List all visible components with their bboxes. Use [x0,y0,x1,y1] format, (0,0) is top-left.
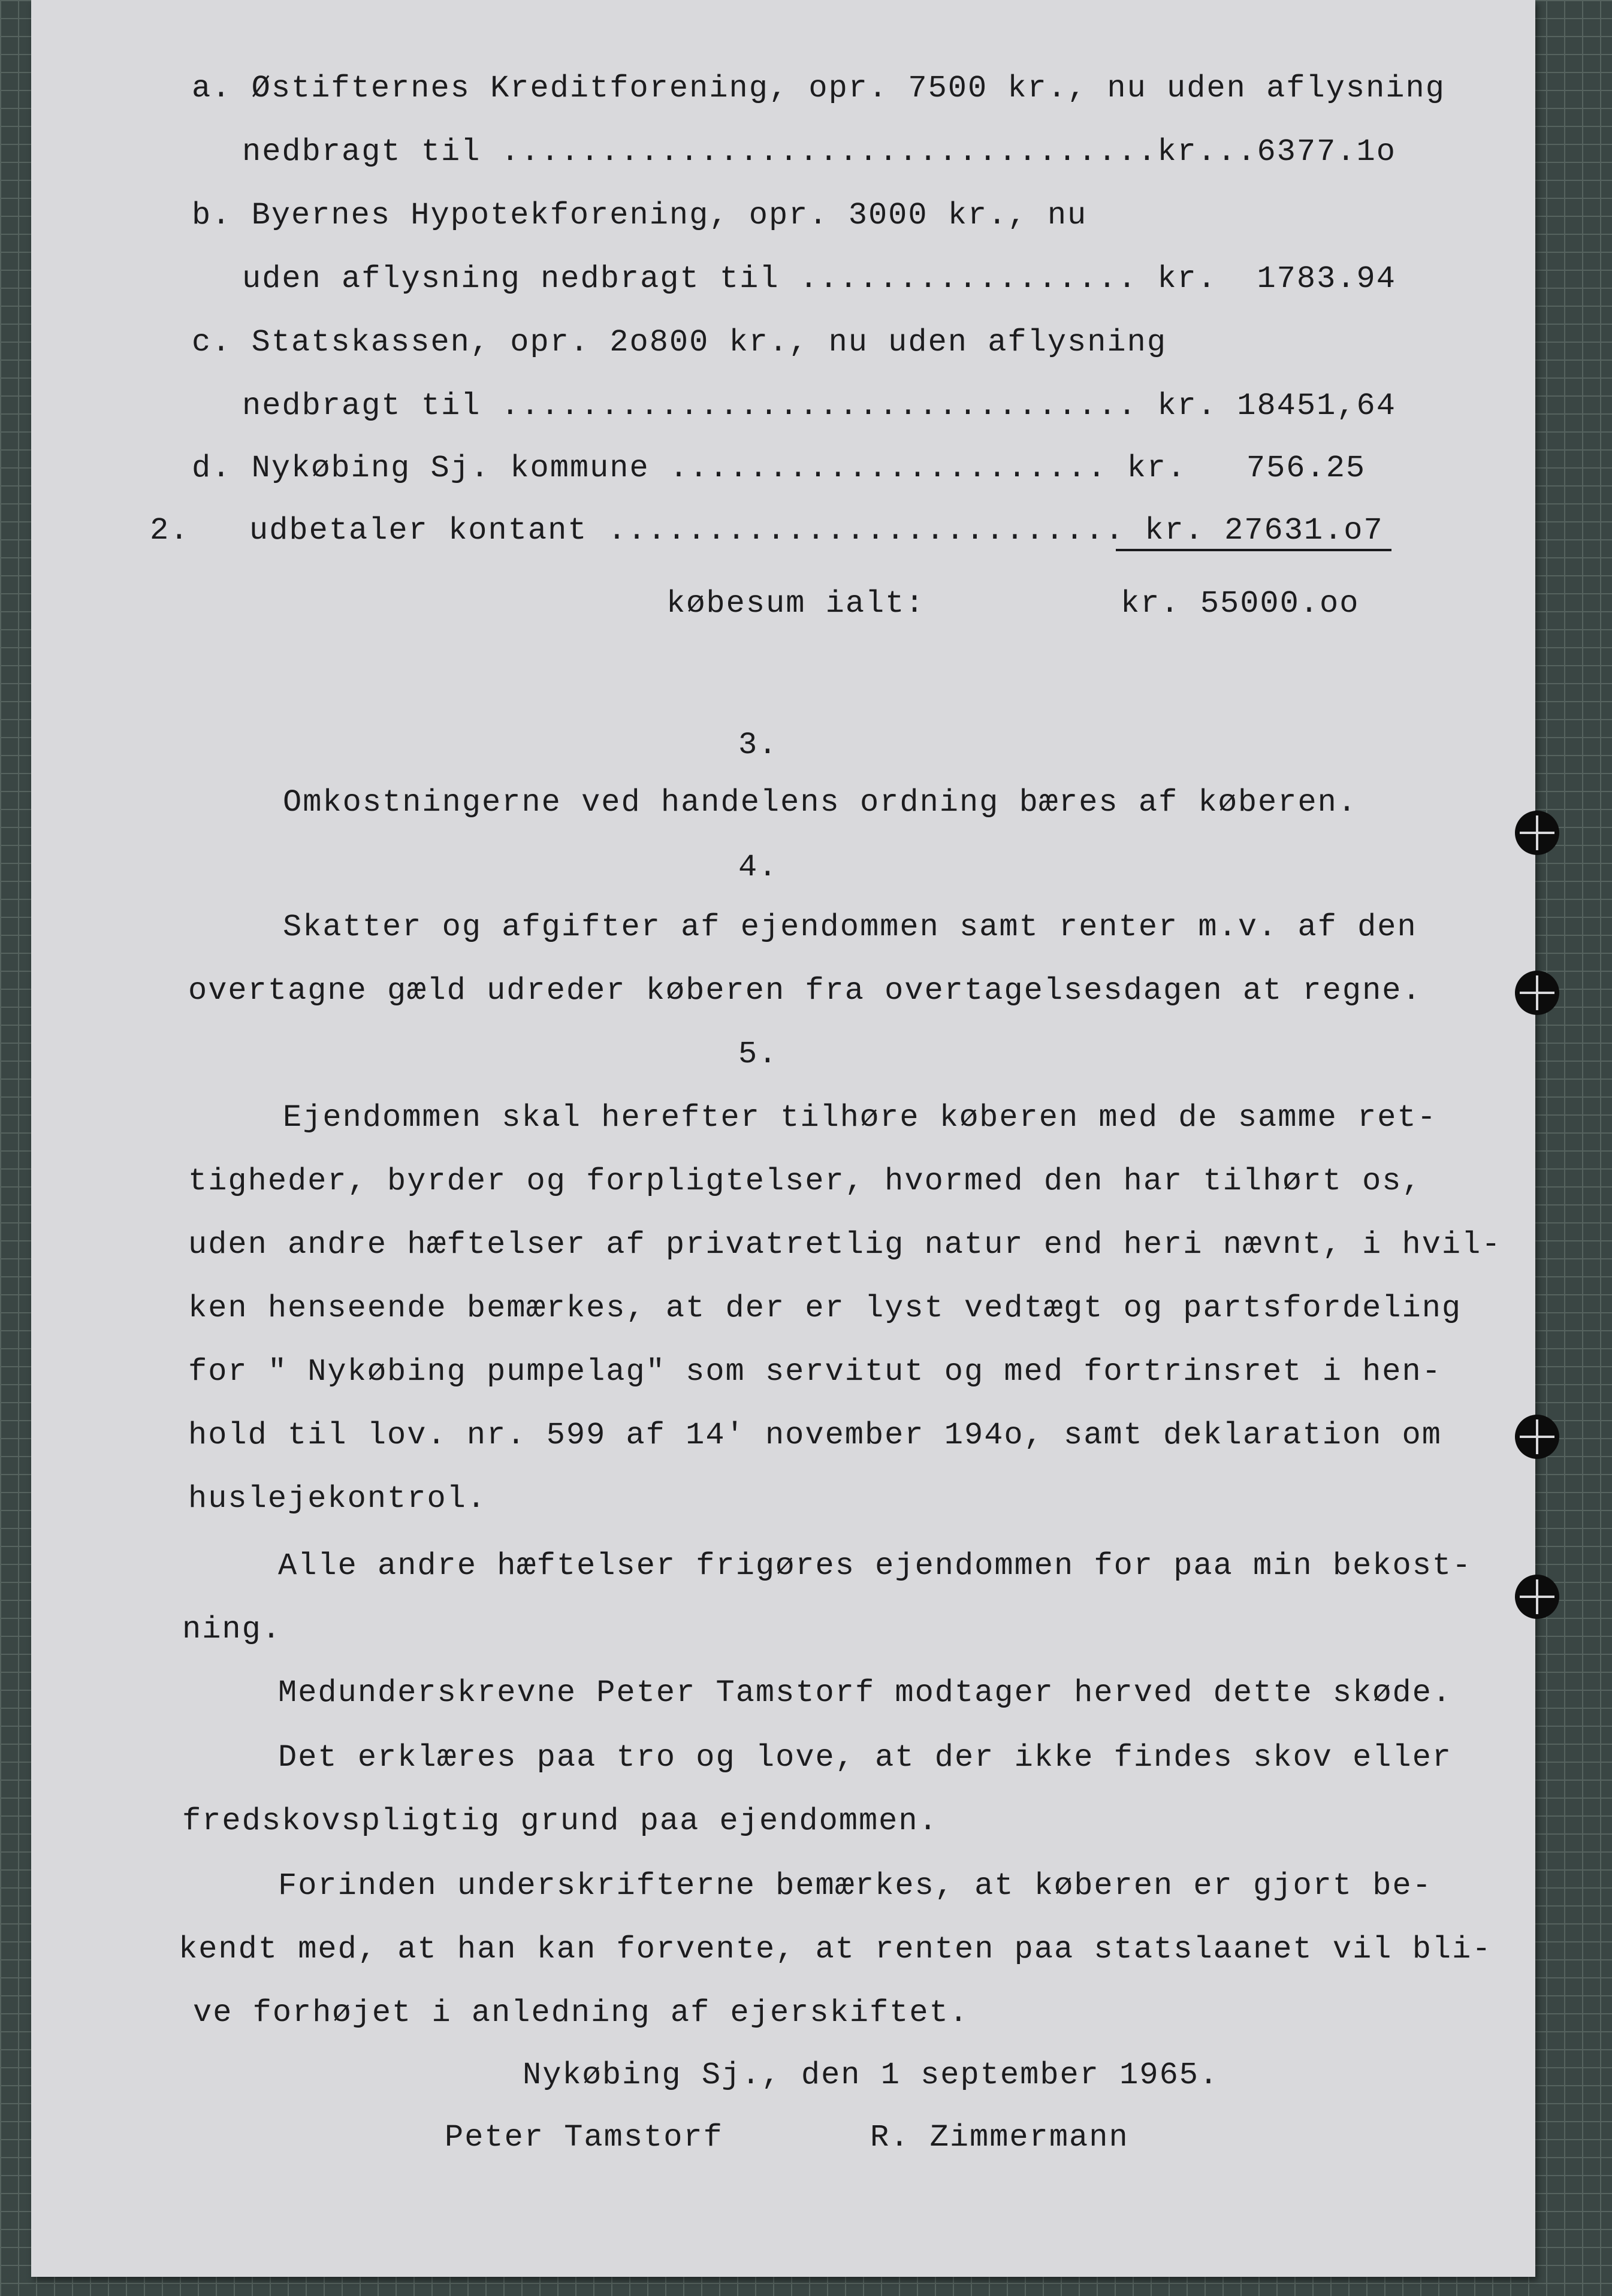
signature-right: R. Zimmermann [870,2120,1129,2155]
punch-hole-4 [1515,1575,1559,1619]
total-label: købesum ialt: [666,586,925,621]
section-5-line1: Ejendommen skal herefter tilhøre køberen med de samme ret- [283,1100,1437,1135]
section-5-number: 5. [738,1037,778,1072]
note-line2: kendt med, at han kan forvente, at renten paa statslaanet vil bli- [179,1932,1492,1967]
section-4-number: 4. [738,850,778,885]
item-b-line1: b. Byernes Hypotekforening, opr. 3000 kr., nu [192,198,1088,233]
signature-left: Peter Tamstorf [445,2120,723,2155]
section-5-line6: hold til lov. nr. 599 af 14' november 194o, samt deklaration om [188,1418,1442,1453]
item-d-line: d. Nykøbing Sj. kommune ...................... kr. 756.25 [192,451,1366,486]
item-c-line2: nedbragt til ................................ kr. 18451,64 [242,388,1396,424]
note-line3: ve forhøjet i anledning af ejerskiftet. [193,1995,969,2031]
acceptance-line: Medunderskrevne Peter Tamstorf modtager herved dette skøde. [278,1675,1453,1711]
item-2-line: 2. udbetaler kontant .......................... kr. 27631.o7 [150,513,1384,548]
release-line2: ning. [182,1612,282,1647]
deed-page [31,0,1535,2277]
item-a-line2: nedbragt til .................................kr...6377.1o [242,134,1396,170]
section-5-line3: uden andre hæftelser af privatretlig natur end heri nævnt, i hvil- [188,1227,1502,1262]
item-a-line1: a. Østifternes Kreditforening, opr. 7500 kr., nu uden aflysning [192,71,1445,106]
section-5-line7: huslejekontrol. [188,1481,487,1516]
total-value: kr. 55000.oo [1121,586,1360,621]
item-b-line2: uden aflysning nedbragt til ................. kr. 1783.94 [242,261,1396,297]
section-4-line1: Skatter og afgifter af ejendommen samt renter m.v. af den [283,910,1417,945]
note-line1: Forinden underskrifterne bemærkes, at køberen er gjort be- [278,1868,1432,1904]
forest-line2: fredskovspligtig grund paa ejendommen. [182,1803,938,1839]
section-5-line2: tigheder, byrder og forpligtelser, hvormed den har tilhørt os, [188,1164,1422,1199]
release-line1: Alle andre hæftelser frigøres ejendommen for paa min bekost- [278,1548,1472,1584]
punch-hole-3 [1515,1415,1559,1459]
item-c-line1: c. Statskassen, opr. 2o800 kr., nu uden aflysning [192,325,1167,360]
punch-hole-1 [1515,811,1559,855]
forest-line1: Det erklæres paa tro og love, at der ikke findes skov eller [278,1740,1453,1775]
section-3-number: 3. [738,727,778,763]
sum-underline [1116,549,1391,551]
punch-hole-2 [1515,971,1559,1015]
section-4-line2: overtagne gæld udreder køberen fra overtagelsesdagen at regne. [188,973,1422,1008]
section-3-text: Omkostningerne ved handelens ordning bæres af køberen. [283,785,1358,820]
section-5-line4: ken henseende bemærkes, at der er lyst vedtægt og partsfordeling [188,1291,1462,1326]
place-and-date: Nykøbing Sj., den 1 september 1965. [523,2058,1219,2093]
section-5-line5: for " Nykøbing pumpelag" som servitut og med fortrinsret i hen- [188,1354,1442,1389]
